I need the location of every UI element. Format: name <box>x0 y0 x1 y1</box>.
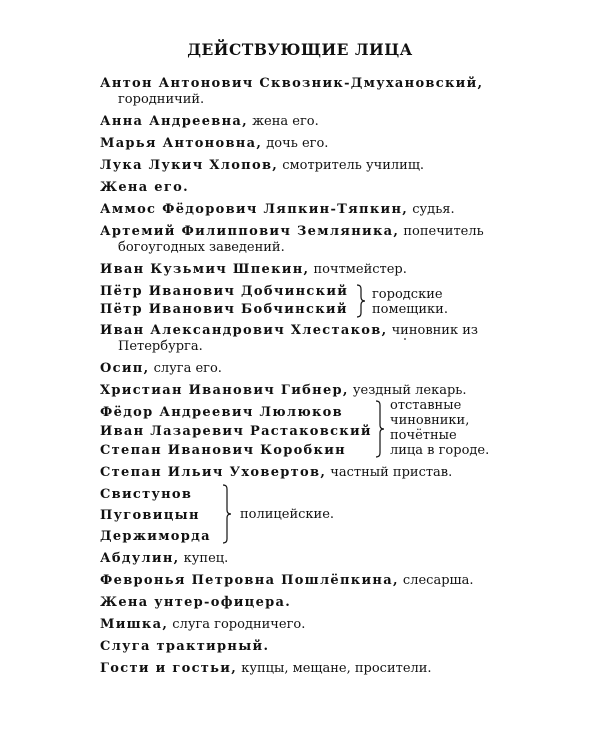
character-name: Иван Александрович Хлестаков, <box>100 323 388 338</box>
page-title: ДЕЙСТВУЮЩИЕ ЛИЦА <box>187 40 413 59</box>
group-label: помещики. <box>372 302 448 317</box>
cast-entry-continuation: богоугодных заведений. <box>118 240 285 255</box>
character-name: Осип, <box>100 361 150 376</box>
character-description: слесарша. <box>398 573 474 588</box>
group-member <box>100 302 348 318</box>
cast-entry <box>100 465 452 481</box>
cast-entry <box>100 114 319 130</box>
character-description: жена его. <box>247 114 319 129</box>
print-speck <box>404 338 406 340</box>
character-name: Марья Антоновна, <box>100 136 263 151</box>
character-description: слуга городничего. <box>168 617 306 632</box>
cast-entry <box>100 76 483 92</box>
cast-entry <box>100 262 407 278</box>
group-label: лица в городе. <box>390 443 490 458</box>
character-name: Гости и гостьи, <box>100 661 238 676</box>
cast-entry-continuation: городничий. <box>118 92 205 107</box>
group-label: почётные <box>390 428 457 443</box>
character-description: судья. <box>408 202 455 217</box>
character-name: Иван Кузьмич Шпекин, <box>100 262 310 277</box>
cast-entry <box>100 383 466 399</box>
character-name: Свистунов <box>100 487 193 502</box>
character-name: Абдулин, <box>100 551 180 566</box>
group-member <box>100 443 346 459</box>
cast-entry <box>100 617 305 633</box>
character-name: Держиморда <box>100 529 211 544</box>
group-member <box>100 508 200 524</box>
character-description: смотритель училищ. <box>278 158 425 173</box>
group-member <box>100 284 348 300</box>
character-name: Христиан Иванович Гибнер, <box>100 383 349 398</box>
group-member <box>100 529 211 545</box>
cast-entry <box>100 224 484 240</box>
character-name: Лука Лукич Хлопов, <box>100 158 279 173</box>
character-name: Анна Андреевна, <box>100 114 248 129</box>
character-name: Пётр Иванович Бобчинский <box>100 302 348 317</box>
cast-entry <box>100 551 228 567</box>
character-description: купцы, мещане, просители. <box>237 661 432 676</box>
cast-entry <box>100 136 328 152</box>
character-name: Степан Иванович Коробкин <box>100 443 346 458</box>
group-label: городские <box>372 287 443 302</box>
character-name: Аммос Фёдорович Ляпкин-Тяпкин, <box>100 202 409 217</box>
group-label: чиновники, <box>390 413 470 428</box>
character-description: чиновник из <box>387 323 478 338</box>
group-brace <box>355 284 367 318</box>
cast-entry <box>100 573 473 589</box>
cast-entry <box>100 323 478 339</box>
cast-entry <box>100 202 455 218</box>
cast-entry <box>100 595 291 611</box>
group-member <box>100 487 192 503</box>
group-member <box>100 424 372 440</box>
group-brace <box>221 484 233 544</box>
cast-entry <box>100 180 189 196</box>
character-description: частный пристав. <box>326 465 453 480</box>
character-name: Мишка, <box>100 617 169 632</box>
group-member <box>100 405 343 421</box>
cast-entry <box>100 639 269 655</box>
character-description: почтмейстер. <box>309 262 407 277</box>
character-description: дочь его. <box>262 136 329 151</box>
character-name: Степан Ильич Уховертов, <box>100 465 327 480</box>
character-description: слуга его. <box>149 361 222 376</box>
character-description: купец. <box>179 551 229 566</box>
character-name: Пуговицын <box>100 508 200 523</box>
group-brace <box>374 400 386 458</box>
character-name: Жена унтер-офицера. <box>100 595 292 610</box>
character-name: Слуга трактирный. <box>100 639 270 654</box>
cast-entry <box>100 158 424 174</box>
character-name: Артемий Филиппович Земляника, <box>100 224 400 239</box>
group-label: отставные <box>390 398 462 413</box>
character-name: Жена его. <box>100 180 189 195</box>
character-name: Антон Антонович Сквозник-Дмухановский, <box>100 76 484 91</box>
character-description: попечитель <box>399 224 484 239</box>
cast-entry <box>100 361 222 377</box>
character-name: Пётр Иванович Добчинский <box>100 284 349 299</box>
character-description: уездный лекарь. <box>348 383 467 398</box>
character-name: Иван Лазаревич Растаковский <box>100 424 372 439</box>
character-name: Фёдор Андреевич Люлюков <box>100 405 343 420</box>
group-label: полицейские. <box>240 507 335 522</box>
cast-entry <box>100 661 432 677</box>
character-name: Февронья Петровна Пошлёпкина, <box>100 573 399 588</box>
cast-entry-continuation: Петербурга. <box>118 339 203 354</box>
